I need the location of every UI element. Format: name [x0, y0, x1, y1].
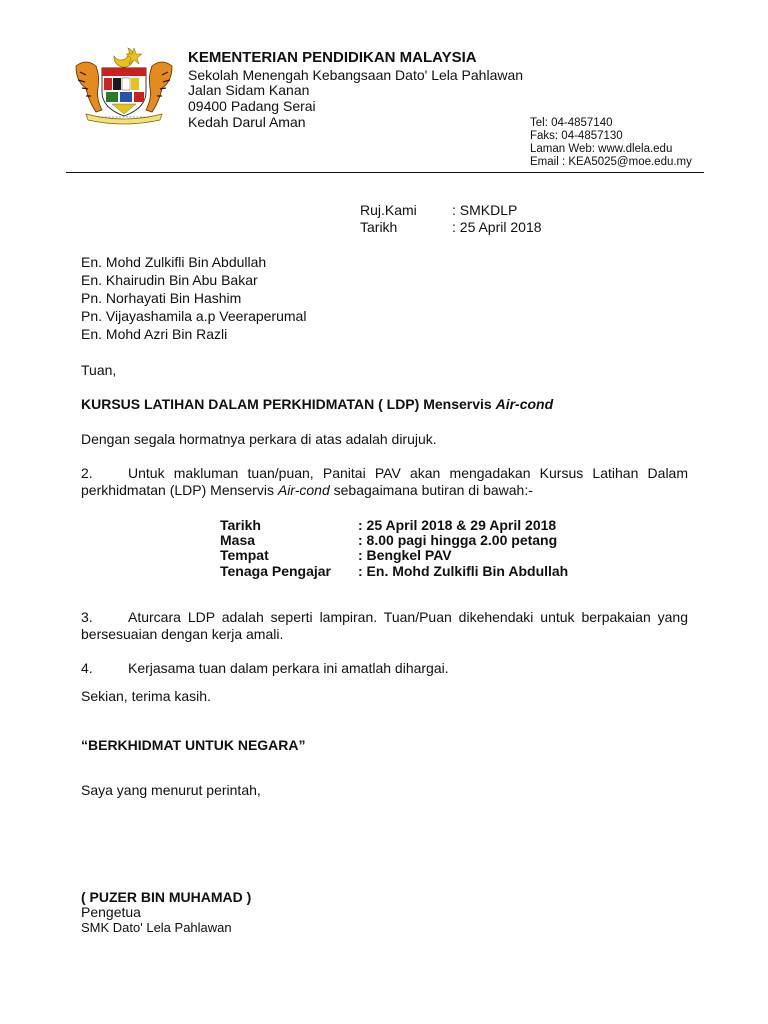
- motto: “BERKHIDMAT UNTUK NEGARA”: [81, 737, 306, 753]
- recipient-line: En. Mohd Azri Bin Razli: [81, 326, 228, 342]
- header-divider: [66, 172, 704, 173]
- ministry-name: KEMENTERIAN PENDIDIKAN MALAYSIA: [188, 49, 477, 66]
- para4-text: Kerjasama tuan dalam perkara ini amatlah dihargai.: [128, 660, 449, 676]
- contact-web: Laman Web: www.dlela.edu: [530, 143, 673, 155]
- detail-label: Masa: [220, 532, 256, 548]
- subject-italic: Air-cond: [495, 396, 554, 412]
- closing: Sekian, terima kasih.: [81, 688, 211, 704]
- ref-label: Ruj.Kami: [360, 202, 417, 218]
- detail-label: Tarikh: [220, 517, 261, 533]
- date-label: Tarikh: [360, 219, 398, 235]
- detail-value: : Bengkel PAV: [358, 547, 452, 563]
- contact-email: Email : KEA5025@moe.edu.my: [530, 156, 692, 168]
- salutation: Tuan,: [81, 362, 117, 378]
- malaysia-coat-of-arms-icon: [68, 46, 180, 128]
- date-value: : 25 April 2018: [452, 219, 542, 235]
- para2-line1: Untuk makluman tuan/puan, Panitai PAV akan mengadakan Kursus Latihan Dalam: [128, 465, 688, 481]
- para3-line1: Aturcara LDP adalah seperti lampiran. Tuan/Puan dikehendaki untuk berpakaian yang: [128, 609, 688, 625]
- recipient-line: En. Mohd Zulkifli Bin Abdullah: [81, 254, 267, 270]
- address-line-1: Jalan Sidam Kanan: [188, 82, 310, 98]
- para2-line2-post: sebagaimana butiran di bawah:-: [329, 482, 533, 498]
- intro-paragraph: Dengan segala hormatnya perkara di atas adalah dirujuk.: [81, 431, 437, 447]
- para4-number: 4.: [81, 660, 93, 676]
- address-line-2: 09400 Padang Serai: [188, 98, 316, 114]
- para2-line2: [81, 482, 533, 499]
- recipient-line: Pn. Norhayati Bin Hashim: [81, 290, 242, 306]
- para2-number: 2.: [81, 465, 93, 481]
- detail-value: : En. Mohd Zulkifli Bin Abdullah: [358, 563, 569, 579]
- address-line-3: Kedah Darul Aman: [188, 114, 306, 130]
- ref-value: : SMKDLP: [452, 202, 518, 218]
- para2-line2-italic: Air-cond: [277, 482, 330, 498]
- recipient-line: Pn. Vijayashamila a.p Veeraperumal: [81, 308, 307, 324]
- detail-value: : 25 April 2018 & 29 April 2018: [358, 517, 557, 533]
- signatory-school: SMK Dato' Lela Pahlawan: [81, 920, 232, 935]
- para3-number: 3.: [81, 609, 93, 625]
- para3-line2: bersesuaian dengan kerja amali.: [81, 626, 284, 642]
- signatory-name: ( PUZER BIN MUHAMAD ): [81, 889, 252, 905]
- subject-line: [81, 396, 553, 413]
- school-name: Sekolah Menengah Kebangsaan Dato' Lela Pahlawan: [188, 67, 524, 83]
- signatory-title: Pengetua: [81, 904, 141, 920]
- signoff: Saya yang menurut perintah,: [81, 782, 261, 798]
- detail-label: Tempat: [220, 547, 269, 563]
- subject-text: KURSUS LATIHAN DALAM PERKHIDMATAN ( LDP) Menservis: [81, 396, 496, 412]
- detail-value: : 8.00 pagi hingga 2.00 petang: [358, 532, 558, 548]
- recipient-line: En. Khairudin Bin Abu Bakar: [81, 272, 258, 288]
- contact-tel: Tel: 04-4857140: [530, 117, 613, 129]
- detail-label: Tenaga Pengajar: [220, 563, 332, 579]
- contact-fax: Faks: 04-4857130: [530, 130, 623, 142]
- para2-line2-pre: perkhidmatan (LDP) Menservis: [81, 482, 278, 498]
